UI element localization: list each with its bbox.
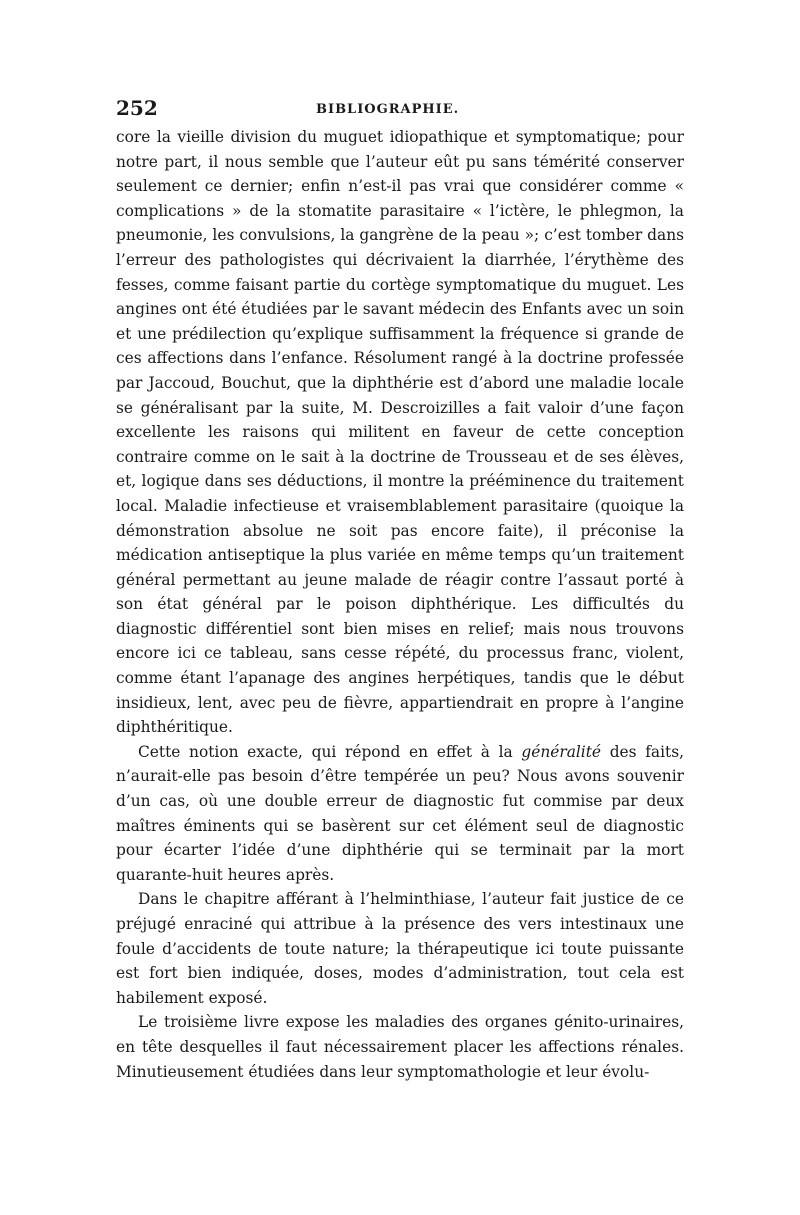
paragraph-2-start: Cette notion exacte, qui répond en effet à la <box>138 742 522 761</box>
paragraph-2 <box>116 740 684 888</box>
running-head: BIBLIOGRAPHIE. <box>316 102 460 117</box>
paragraph-1: core la vieille division du muguet idiopathique et symptomatique; pour notre part, il nous semble que l’auteur eût pu sans témérité conserver seulement ce dernier; enfin n’est-il pas vrai que considérer comme « complications » de la stomatite parasitaire « l’ictère, le phlegmon, la pneumonie, les convulsions, la gangrène de la peau »; c’est tomber dans l’erreur des pathologistes qui décrivaient la diarrhée, l’érythème des fesses, comme faisant partie du cortège symptomatique du muguet. Les angines ont été étudiées par le savant médecin des Enfants avec un soin et une prédilection qu’explique suffisamment la fréquence si grande de ces affections dans l’enfance. Résolument rangé à la doctrine professée par Jaccoud, Bouchut, que la diphthérie est d’abord une maladie locale se généralisant par la suite, M. Descroizilles a fait valoir d’une façon excellente les raisons qui militent en faveur de cette conception contraire comme on le sait à la doctrine de Trousseau et de ses élèves, et, logique dans ses déductions, il montre la prééminence du traitement local. Maladie infectieuse et vraisemblablement parasitaire (quoique la démonstration absolue ne soit pas encore faite), il préconise la médication antiseptique la plus variée en même temps qu’un traitement général permettant au jeune malade de réagir contre l’assaut porté à son état général par le poison diphthérique. Les difficultés du diagnostic différentiel sont bien mises en relief; mais nous trouvons encore ici ce tableau, sans cesse répété, du processus franc, violent, comme étant l’apanage des angines herpétiques, tandis que le début insidieux, lent, avec peu de fièvre, appartiendrait en propre à l’angine diphthéritique. <box>116 128 684 737</box>
page-header <box>116 96 686 120</box>
emphasized-term: généralité <box>521 742 602 761</box>
paragraph-3: Dans le chapitre afférant à l’helminthiase, l’auteur fait justice de ce préjugé enraciné qui attribue à la présence des vers intestinaux une foule d’accidents de toute nature; la thérapeutique ici toute puissante est fort bien indiquée, doses, modes d’administration, tout cela est habilement exposé. <box>116 890 684 1007</box>
page-number: 252 <box>116 96 158 120</box>
paragraph-4: Le troisième livre expose les maladies des organes génito-urinaires, en tête desquelles il faut nécessairement placer les affections rénales. Minutieusement étudiées dans leur symptomathologie et leur évolu- <box>116 1013 684 1081</box>
body-text <box>116 125 684 1084</box>
paragraph-2-end: des faits, n’aurait-elle pas besoin d’être tempérée un peu? Nous avons souvenir d’un cas, où une double erreur de diagnostic fut commise par deux maîtres éminents qui se basèrent sur cet élément seul de diagnostic pour écarter l’idée d’une diphthérie qui se terminait par la mort quarante-huit heures après. <box>116 742 684 884</box>
